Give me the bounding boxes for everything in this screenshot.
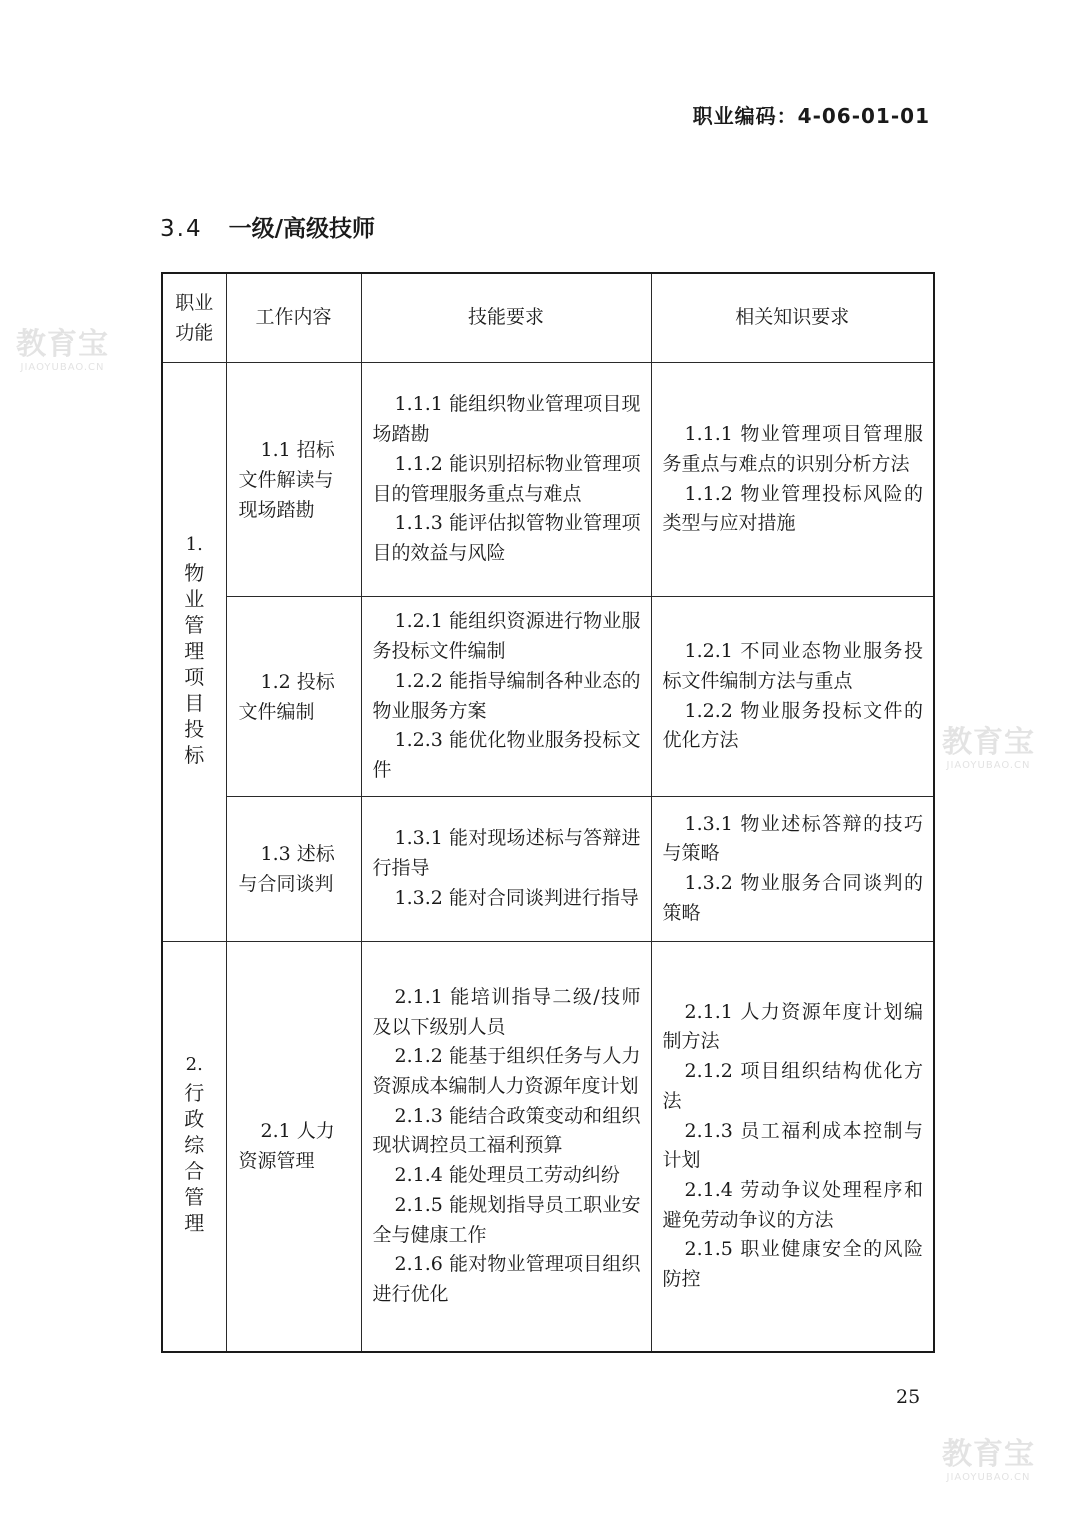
skill-item: 2.1.1 能培训指导二级/技师及以下级别人员 [372,985,641,1038]
skills-cell [361,797,651,942]
function-number: 2. [185,1054,203,1076]
skills-cell [361,363,651,597]
skill-item: 2.1.5 能规划指导员工职业安全与健康工作 [372,1193,641,1246]
skills-cell [361,597,651,797]
section-heading [160,210,375,243]
knowledge-item: 1.1.2 物业管理投标风险的类型与应对措施 [662,482,923,535]
knowledge-cell [651,597,934,797]
header-function: 职业功能 [162,273,226,363]
skills-cell [361,942,651,1352]
watermark-logo: 教育宝 JIAOYUBAO.CN [942,725,1035,771]
knowledge-item: 2.1.2 项目组织结构优化方法 [662,1060,923,1112]
table-row [162,363,934,597]
header-knowledge: 相关知识要求 [651,273,934,363]
knowledge-item: 1.2.1 不同业态物业服务投标文件编制方法与重点 [662,640,923,692]
knowledge-item: 1.1.1 物业管理项目管理服务重点与难点的识别分析方法 [662,423,923,475]
function-cell [162,363,226,942]
occupation-code: 职业编码：4-06-01-01 [692,104,930,128]
work-content-cell: 1.3 述标与合同谈判 [226,797,361,942]
skill-item: 1.3.1 能对现场述标与答辩进行指导 [372,827,641,880]
table-row [162,942,934,1352]
skill-item: 2.1.2 能基于组织任务与人力资源成本编制人力资源年度计划 [372,1045,641,1097]
skill-item: 2.1.4 能处理员工劳动纠纷 [394,1164,620,1187]
work-content-cell: 2.1 人力资源管理 [226,942,361,1352]
knowledge-item: 2.1.4 劳动争议处理程序和避免劳动争议的方法 [662,1178,923,1231]
function-number: 1. [185,534,203,556]
skill-item: 1.2.2 能指导编制各种业态的物业服务方案 [372,669,641,722]
table-header-row [162,273,934,363]
function-name: 物业管理项目投标 [184,561,205,768]
work-content-cell: 1.1 招标文件解读与现场踏勘 [226,363,361,597]
watermark-logo: 教育宝 JIAOYUBAO.CN [942,1437,1035,1483]
work-content-cell: 1.2 投标文件编制 [226,597,361,797]
skills-standard-table [161,272,935,1353]
knowledge-item: 2.1.1 人力资源年度计划编制方法 [662,1000,923,1053]
function-name: 行政综合管理 [184,1081,205,1236]
header-content: 工作内容 [226,273,361,363]
page-number: 25 [896,1386,921,1408]
knowledge-item: 1.3.2 物业服务合同谈判的策略 [662,872,923,924]
watermark-logo: 教育宝 JIAOYUBAO.CN [16,327,109,373]
knowledge-cell [651,797,934,942]
table-row [162,797,934,942]
knowledge-item: 1.2.2 物业服务投标文件的优化方法 [662,699,923,752]
skill-item: 1.1.1 能组织物业管理项目现场踏勘 [372,393,641,446]
skill-item: 2.1.3 能结合政策变动和组织现状调控员工福利预算 [372,1104,641,1157]
skill-item: 1.3.2 能对合同谈判进行指导 [394,886,639,909]
function-cell [162,942,226,1352]
skill-item: 1.2.3 能优化物业服务投标文件 [372,729,641,781]
knowledge-item: 2.1.3 员工福利成本控制与计划 [662,1119,923,1172]
table-row [162,597,934,797]
knowledge-item: 1.3.1 物业述标答辩的技巧与策略 [662,812,923,865]
section-number: 3.4 [160,216,203,242]
skill-item: 2.1.6 能对物业管理项目组织进行优化 [372,1253,641,1305]
skill-item: 1.1.3 能评估拟管物业管理项目的效益与风险 [372,512,641,564]
skill-item: 1.2.1 能组织资源进行物业服务投标文件编制 [372,610,641,663]
header-skills: 技能要求 [361,273,651,363]
knowledge-item: 2.1.5 职业健康安全的风险防控 [662,1238,923,1291]
knowledge-cell [651,942,934,1352]
skill-item: 1.1.2 能识别招标物业管理项目的管理服务重点与难点 [372,452,641,505]
knowledge-cell [651,363,934,597]
section-title: 一级/高级技师 [228,216,375,242]
